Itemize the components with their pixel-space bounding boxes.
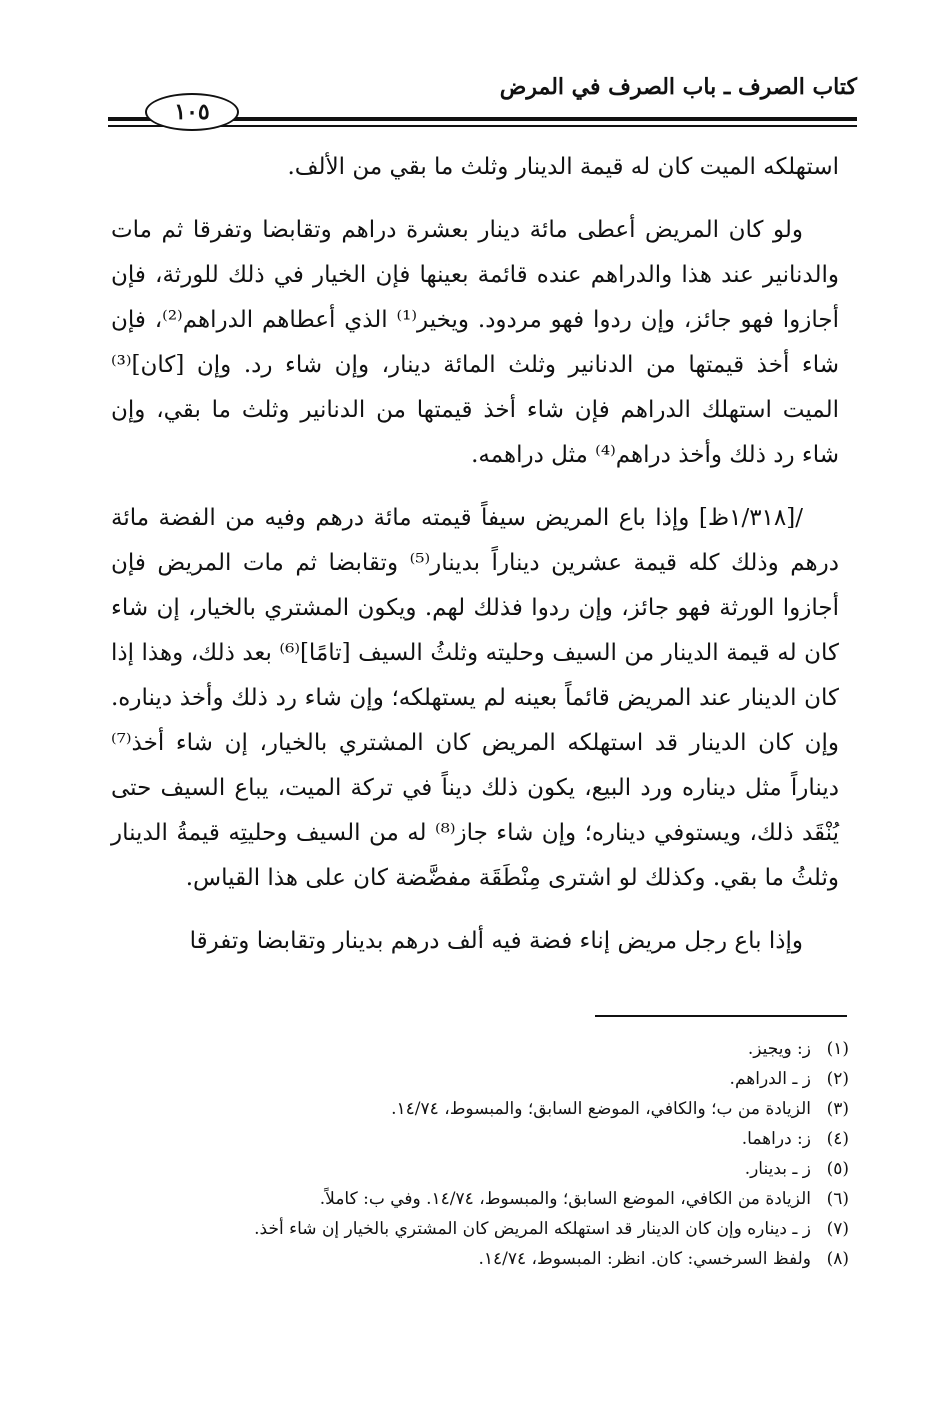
footnote-number: (٦): [826, 1189, 849, 1209]
footnote-8: [89, 1244, 849, 1274]
footnote-text: ز ـ الدراهم.: [729, 1069, 811, 1089]
footnote-1: [89, 1034, 849, 1064]
footnote-number: (٥): [826, 1159, 849, 1179]
footnote-text: ز ـ بدينار.: [744, 1159, 811, 1179]
footnote-text: ولفظ السرخسي: كان. انظر: المبسوط، ١٤/٧٤.: [478, 1249, 811, 1269]
footnote-number: (٧): [826, 1219, 849, 1239]
main-text: [111, 145, 839, 964]
footnote-text: ز: ويجيز.: [747, 1039, 811, 1059]
footnote-text: ز ـ ديناره وإن كان الدينار قد استهلكه المريض كان المشتري بالخيار إن شاء أخذ.: [254, 1219, 811, 1239]
footnote-6: [89, 1184, 849, 1214]
footnote-separator: [595, 1015, 847, 1017]
paragraph-dinar-exchange: ولو كان المريض أعطى مائة دينار بعشرة دراهم وتقابضا وتفرقا ثم مات والدنانير عند هذا والدراهم عنده قائمة بعينها فإن الخيار في ذلك للورثة، فإن أجازوا فهو جائز، وإن ردوا فهو مردود. ويخير⁽¹⁾ الذي أعطاهم الدراهم⁽²⁾، فإن شاء أخذ قيمتها من الدنانير وثلث المائة دينار، وإن شاء رد. وإن [كان]⁽³⁾ الميت استهلك الدراهم فإن شاء أخذ قيمتها من الدنانير وثلث ما بقي، وإن شاء رد ذلك وأخذ دراهم⁽⁴⁾ مثل دراهمه.: [111, 217, 839, 468]
footnote-4: [89, 1124, 849, 1154]
footnote-2: [89, 1064, 849, 1094]
footnote-number: (١): [826, 1039, 849, 1059]
footnote-text: ز: دراهما.: [741, 1129, 811, 1149]
footnotes: [89, 1034, 849, 1274]
footnote-7: [89, 1214, 849, 1244]
footnote-number: (٢): [826, 1069, 849, 1089]
running-title: كتاب الصرف ـ باب الصرف في المرض: [499, 74, 857, 100]
footnote-number: (٣): [826, 1099, 849, 1119]
paragraph-continuation: استهلكه الميت كان له قيمة الدينار وثلث ما بقي من الألف.: [287, 154, 839, 180]
paragraph-silver-vessel: وإذا باع رجل مريض إناء فضة فيه ألف درهم بدينار وتقابضا وتفرقا: [189, 928, 803, 954]
paragraph-sword-sale: /[١/٣١٨ظ] وإذا باع المريض سيفاً قيمته مائة درهم وفيه من الفضة مائة درهم وذلك كله قيمة عشرين ديناراً بدينار⁽⁵⁾ وتقابضا ثم مات المريض فإن أجازوا الورثة فهو جائز، وإن ردوا فذلك لهم. ويكون المشتري بالخيار، إن شاء كان له قيمة الدينار من السيف وحليته وثلثُ السيف [تامًا]⁽⁶⁾ بعد ذلك، وهذا إذا كان الدينار عند المريض قائماً بعينه لم يستهلكه؛ وإن شاء رد ذلك وأخذ ديناره. وإن كان الدينار قد استهلكه المريض كان المشتري بالخيار، إن شاء أخذ⁽⁷⁾ ديناراً مثل ديناره ورد البيع، يكون ذلك ديناً في تركة الميت، يباع السيف حتى يُنْقَد ذلك، ويستوفي ديناره؛ وإن شاء جاز⁽⁸⁾ له من السيف وحليتِه قيمةُ الدينار وثلثُ ما بقي. وكذلك لو اشترى مِنْطَقَة مفضَّضة كان على هذا القياس.: [111, 505, 839, 891]
footnote-text: الزيادة من الكافي، الموضع السابق؛ والمبسوط، ١٤/٧٤. وفي ب: كاملاً.: [319, 1189, 811, 1209]
footnote-text: الزيادة من ب؛ والكافي، الموضع السابق؛ والمبسوط، ١٤/٧٤.: [391, 1099, 811, 1119]
footnote-3: [89, 1094, 849, 1124]
page-number: ١٠٥: [145, 93, 239, 131]
footnote-number: (٨): [826, 1249, 849, 1269]
footnote-5: [89, 1154, 849, 1184]
footnote-number: (٤): [826, 1129, 849, 1149]
